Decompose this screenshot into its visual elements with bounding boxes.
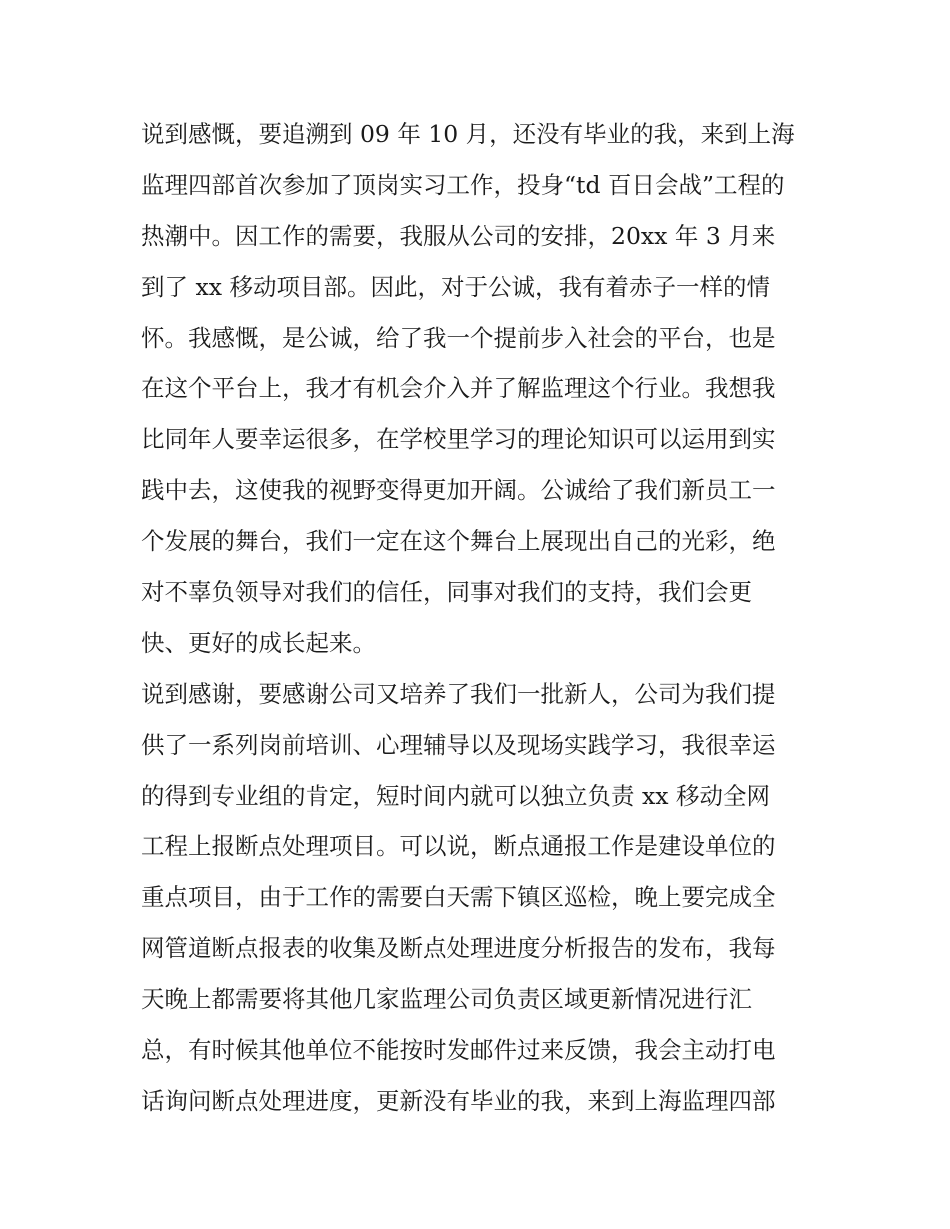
text-line: 快、更好的成长起来。 bbox=[141, 628, 376, 657]
text-line: 个发展的舞台，我们一定在这个舞台上展现出自己的光彩，绝 bbox=[141, 527, 776, 556]
paragraph-1 bbox=[141, 109, 821, 669]
text-line: 到了 xx 移动项目部。因此，对于公诚，我有着赤子一样的情 bbox=[141, 272, 770, 301]
paragraph-2 bbox=[141, 669, 821, 1127]
text-line: 践中去，这使我的视野变得更加开阔。公诚给了我们新员工一 bbox=[141, 476, 776, 505]
text-line: 工程上报断点处理项目。可以说，断点通报工作是建设单位的 bbox=[141, 832, 776, 861]
text-line: 对不辜负领导对我们的信任，同事对我们的支持，我们会更 bbox=[141, 578, 752, 607]
text-line: 重点项目，由于工作的需要白天需下镇区巡检，晚上要完成全 bbox=[141, 883, 776, 912]
text-line: 在这个平台上，我才有机会介入并了解监理这个行业。我想我 bbox=[141, 374, 776, 403]
text-line: 的得到专业组的肯定，短时间内就可以独立负责 xx 移动全网 bbox=[141, 781, 770, 810]
text-line: 总，有时候其他单位不能按时发邮件过来反馈，我会主动打电 bbox=[141, 1036, 776, 1065]
text-line: 网管道断点报表的收集及断点处理进度分析报告的发布，我每 bbox=[141, 934, 776, 963]
document-body bbox=[141, 109, 821, 1127]
text-line: 天晚上都需要将其他几家监理公司负责区域更新情况进行汇 bbox=[141, 985, 752, 1014]
text-line: 话询问断点处理进度，更新没有毕业的我，来到上海监理四部 bbox=[141, 1086, 776, 1115]
text-line: 监理四部首次参加了顶岗实习工作，投身“td 百日会战”工程的 bbox=[141, 170, 785, 199]
text-line: 比同年人要幸运很多，在学校里学习的理论知识可以运用到实 bbox=[141, 425, 776, 454]
text-line: 说到感慨，要追溯到 09 年 10 月，还没有毕业的我，来到上海 bbox=[141, 120, 795, 148]
text-line: 说到感谢，要感谢公司又培养了我们一批新人，公司为我们提 bbox=[141, 679, 776, 708]
text-line: 热潮中。因工作的需要，我服从公司的安排，20xx 年 3 月来 bbox=[141, 221, 776, 250]
text-line: 供了一系列岗前培训、心理辅导以及现场实践学习，我很幸运 bbox=[141, 730, 776, 759]
text-line: 怀。我感慨，是公诚，给了我一个提前步入社会的平台，也是 bbox=[141, 323, 776, 352]
